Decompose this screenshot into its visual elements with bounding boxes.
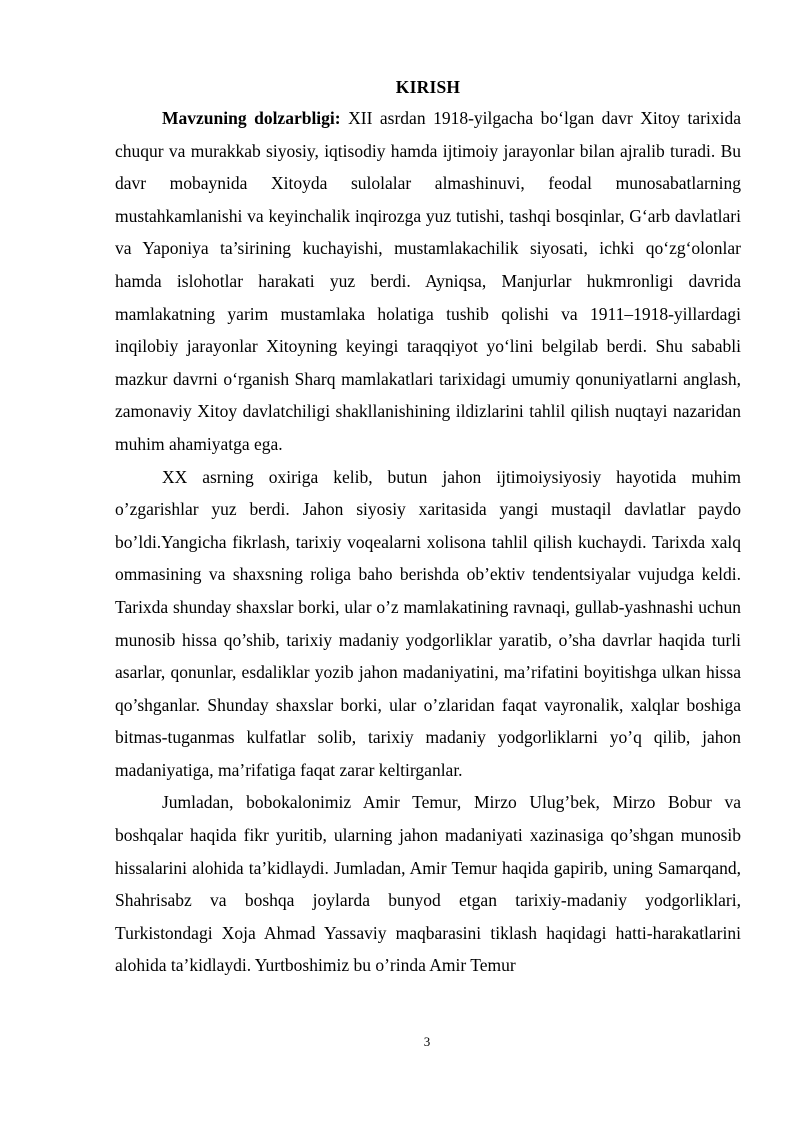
section-heading: KIRISH xyxy=(395,77,461,97)
relevance-text: XII asrdan 1918-yilgacha bo‘lgan davr Xitoy tarixida chuqur va murakkab siyosiy, iqtisodiy hamda ijtimoiy jarayonlar bilan ajralib turadi. Bu davr mobaynida Xitoyda sulolalar almashinuvi, feodal munosabatlarning mustahkamlanishi va keyinchalik inqirozga yuz tutishi, tashqi bosqinlar, G‘arb davlatlari va Yaponiya ta’sirining kuchayishi, mustamlakachilik siyosati, ichki qo‘zg‘olonlar hamda islohotlar harakati yuz berdi. Ayniqsa, Manjurlar hukmronligi davrida mamlakatning yarim mustamlaka holatiga tushib qolishi va 1911–1918-yillardagi inqilobiy jarayonlar Xitoyning keyingi taraqqiyot yo‘lini belgilab berdi. Shu sababli mazkur davrni o‘rganish Sharq mamlakatlari tarixidagi umumiy qonuniyatlarni anglash, zamonaviy Xitoy davlatchiligi shakllanishining ildizlarini tahlil qilish nuqtayi nazaridan muhim ahamiyatga ega. xyxy=(115,108,742,454)
paragraph-amir-temur: Jumladan, bobokalonimiz Amir Temur, Mirzo Ulug’bek, Mirzo Bobur va boshqalar haqida fikr yuritib, ularning jahon madaniyati xazinasiga qo’shgan munosib hissalarini alohida ta’kidlaydi. Jumladan, Amir Temur haqida gapirib, uning Samarqand, Shahrisabz va boshqa joylarda bunyod etgan tarixiy-madaniy yodgorliklari, Turkistondagi Xoja Ahmad Yassaviy maqbarasini tiklash haqidagi hatti-harakatlarini alohida ta’kidlaydi. Yurtboshimiz bu o’rinda Amir Temur xyxy=(115,792,741,976)
page-number: 3 xyxy=(423,1034,431,1049)
paragraph-twentieth-century: XX asrning oxiriga kelib, butun jahon ijtimoiysiyosiy hayotida muhim o’zgarishlar yuz berdi. Jahon siyosiy xaritasida yangi mustaqil davlatlar paydo bo’ldi.Yangicha fikrlash, tarixiy voqealarni xolisona tahlil qilish kuchaydi. Tarixda xalq ommasining va shaxsning roliga baho berishda ob’ektiv tendentsiyalar vujudga keldi. Tarixda shunday shaxslar borki, ular o’z mamlakatining ravnaqi, gullab-yashnashi uchun munosib hissa qo’shib, tarixiy madaniy yodgorliklar yaratib, o’sha davrlar haqida turli asarlar, qonunlar, esdaliklar yozib jahon madaniyatini, ma’rifatini boyitishga ulkan hissa qo’shganlar. Shunday shaxslar borki, ular o’zlaridan faqat vayronalik, xalqlar boshiga bitmas-tuganmas kulfatlar solib, tarixiy madaniy yodgorliklarni yo’q qilib, jahon madaniyatiga, ma’rifatiga faqat zarar keltirganlar. xyxy=(115,466,741,780)
paragraph-relevance xyxy=(115,102,741,461)
document-page xyxy=(115,74,741,982)
relevance-lead-label: Mavzuning dolzarbligi: xyxy=(162,108,341,128)
